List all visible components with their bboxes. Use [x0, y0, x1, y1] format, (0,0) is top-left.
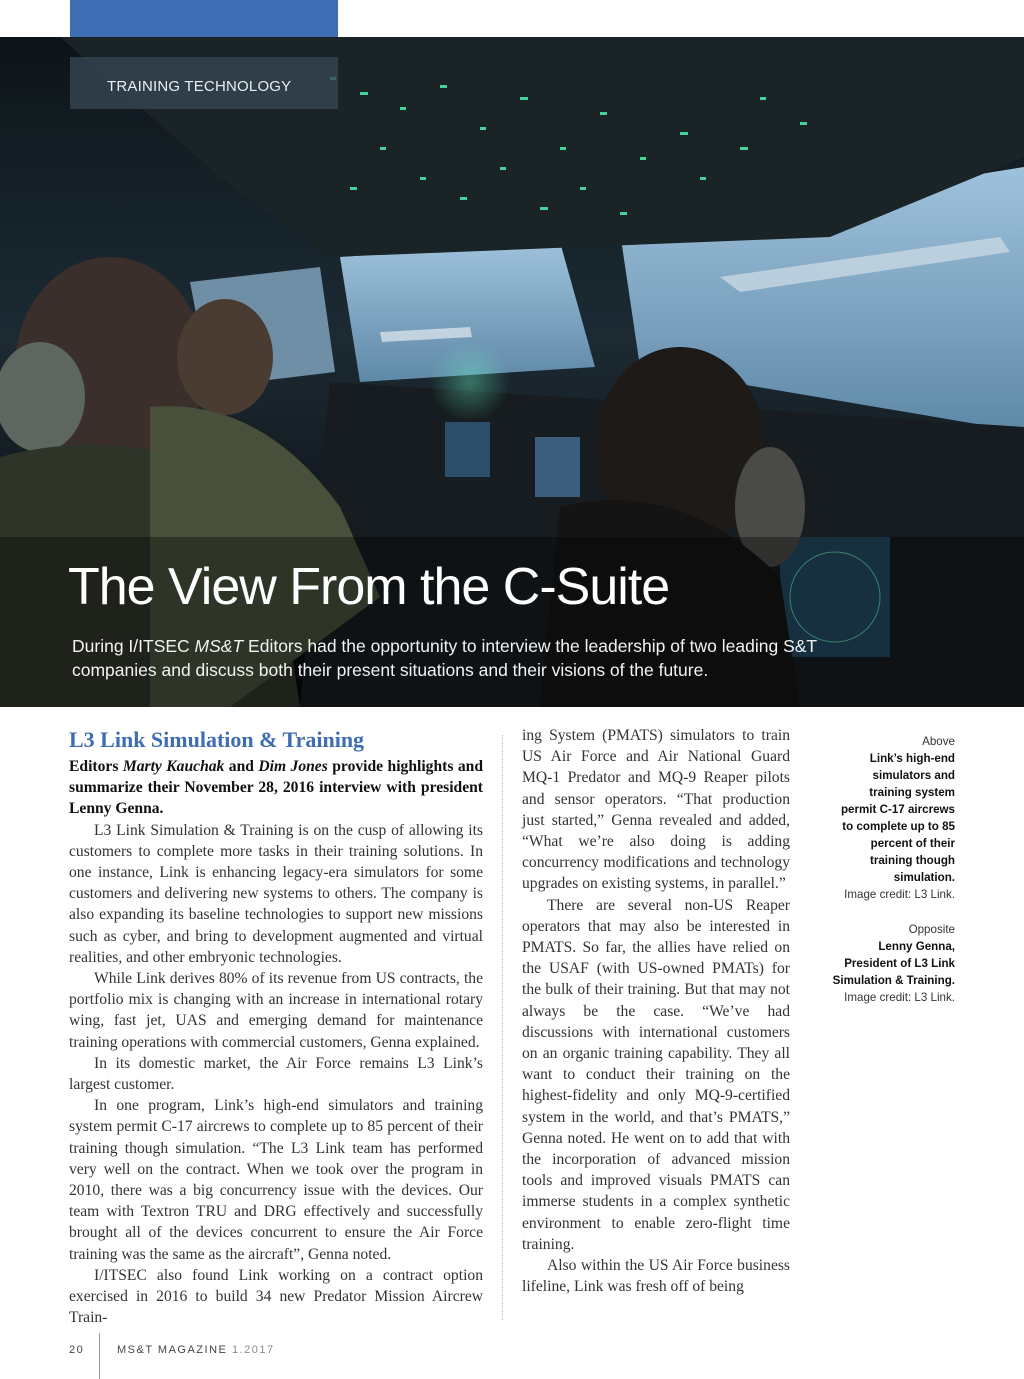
photo-captions — [832, 733, 955, 1024]
body-paragraph: There are several non-US Reaper operators that may also be interested in PMATS. So far, the allies have relied on the USAF (with US-owned PMATs) for the bulk of their training. But that may not always be the case. “We’ve had discussions with international customers on an organic training capability. They all want to conduct their training on the highest-fidelity and only MQ-9-certified system in the world, and that’s PMATS,” Genna noted. He went on to add that with the incorporation of advanced mission tools and improved visuals PMATS can immerse students in a complex synthetic environment to enable zero-flight time training. — [522, 896, 790, 1253]
page-number: 20 — [69, 1344, 85, 1356]
body-paragraph: Also within the US Air Force business lifeline, Link was fresh off of being — [522, 1257, 790, 1296]
intro-text: provide highlights and summarize their November 28, 2016 interview with president Lenny Genna. — [69, 758, 483, 818]
footer-rule — [99, 1333, 100, 1379]
editor-name: Marty Kauchak — [122, 758, 225, 775]
section-heading: L3 Link Simulation & Training — [69, 727, 365, 752]
editor-name: Dim Jones — [258, 758, 328, 775]
deck-text: During I/ITSEC — [72, 636, 195, 656]
section-tag-label: TRAINING TECHNOLOGY — [107, 78, 292, 95]
top-accent-tab — [70, 0, 338, 38]
body-paragraph: L3 Link Simulation & Training is on the cusp of allowing its customers to complete more tasks in their training solutions. In one instance, Link is enhancing legacy-era simulators for some customers and delivering new systems to others. The company is also expanding its baseline technologies to support new missions such as cyber, and bring to development augmented and virtual realities, and other embryonic technologies. — [69, 821, 483, 966]
intro-text: Editors — [69, 758, 123, 775]
column-2 — [522, 725, 790, 1297]
hero-photo — [0, 37, 1024, 707]
section-tag — [70, 57, 338, 109]
intro-paragraph — [69, 756, 483, 820]
intro-text: and — [224, 758, 259, 775]
body-paragraph: In one program, Link’s high-end simulators and training system permit C-17 aircrews to complete up to 85 percent of their training though simulation. “The L3 Link team has performed very well on the contract. When we took over the program in 2010, there was a big concurrency issue with the devices. Our team with Textron TRU and DRG effectively and successfully brought all of the devices concurrent to ensure the Air Force training was the same as the aircraft”, Genna noted. — [69, 1097, 483, 1263]
issue-number: 1.2017 — [231, 1344, 275, 1356]
caption-label: Opposite — [908, 923, 955, 936]
body-paragraph: In its domestic market, the Air Force remains L3 Link’s largest customer. — [69, 1054, 483, 1094]
body-paragraph: While Link derives 80% of its revenue from US contracts, the portfolio mix is changing with an increase in international rotary wing, fast jet, UAS and emerging demand for maintenance training operations with commercial customers, Genna explained. — [69, 970, 483, 1051]
column-divider — [502, 735, 503, 1320]
article-title: The View From the C-Suite — [68, 558, 670, 616]
caption-text: Lenny Genna, President of L3 Link Simulation & Training. — [832, 940, 955, 987]
publication-name — [117, 1344, 275, 1356]
body-paragraph: ing System (PMATS) simulators to train US Air Force and Air National Guard MQ-1 Predator and MQ-9 Reaper pilots and sensor operators. “That production just started,” Genna revealed and added, “What we’re also doing is adding concurrency modifications and technology upgrades on existing systems, in parallel.” — [522, 727, 790, 893]
caption-text: Link’s high-end simulators and training system permit C-17 aircrews to complete up to 85 percent of their training though simulation. — [840, 752, 955, 884]
caption-credit: Image credit: L3 Link. — [844, 888, 955, 901]
column-1 — [69, 725, 483, 1328]
deck-text-cont: Editors had the opportunity to interview the leadership of two leading S&T companies and discuss both their present situations and their visions of the future. — [72, 636, 817, 680]
deck-italic: MS&T — [194, 636, 244, 656]
caption-credit: Image credit: L3 Link. — [844, 991, 955, 1004]
magazine-title: MS&T MAGAZINE — [117, 1344, 228, 1356]
body-paragraph: I/ITSEC also found Link working on a contract option exercised in 2016 to build 34 new Predator Mission Aircrew Train- — [69, 1266, 483, 1327]
caption-label: Above — [922, 735, 955, 748]
article-deck — [72, 634, 852, 682]
